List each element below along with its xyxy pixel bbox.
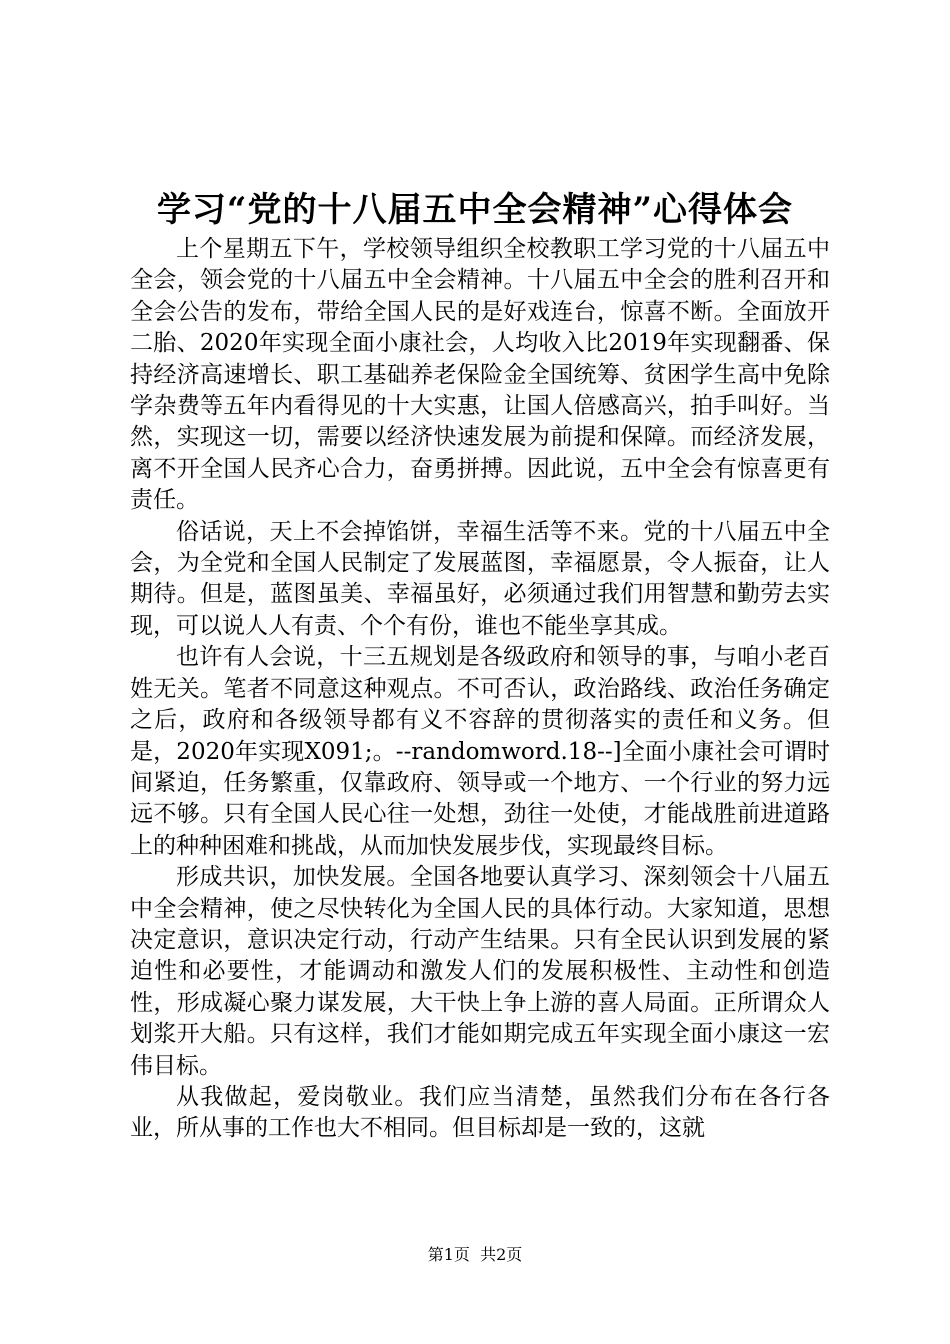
paragraph-5: 从我做起，爱岗敬业。我们应当清楚，虽然我们分布在各行各业，所从事的工作也大不相同。但目标却是一致的，这就 — [130, 1083, 830, 1142]
page-title: 学习“党的十八届五中全会精神”心得体会 — [156, 190, 794, 230]
paragraph-1: 上个星期五下午，学校领导组织全校教职工学习党的十八届五中全会，领会党的十八届五中全会精神。十八届五中全会的胜利召开和全会公告的发布，带给全国人民的是好戏连台，惊喜不断。全面放开二胎、2020年实现全面小康社会，人均收入比2019年实现翻番、保持经济高速增长、职工基础养老保险金全国统筹、贫困学生高中免除学杂费等五年内看得见的十大实惠，让国人倍感高兴，拍手叫好。当然，实现这一切，需要以经济快速发展为前提和保障。而经济发展，离不开全国人民齐心合力，奋勇拼搏。因此说，五中全会有惊喜更有责任。 — [130, 236, 830, 514]
paragraph-2: 俗话说，天上不会掉馅饼，幸福生活等不来。党的十八届五中全会，为全党和全国人民制定了发展蓝图，幸福愿景，令人振奋，让人期待。但是，蓝图虽美、幸福虽好，必须通过我们用智慧和勤劳去实现，可以说人人有责、个个有份，谁也不能坐享其成。 — [130, 518, 830, 639]
document-body — [130, 234, 830, 1145]
page-number-footer: 第1页 共2页 — [427, 1245, 523, 1264]
paragraph-3: 也许有人会说，十三五规划是各级政府和领导的事，与咱小老百姓无关。笔者不同意这种观点。不可否认，政治路线、政治任务确定之后，政府和各级领导都有义不容辞的贯彻落实的责任和义务。但是，2020年实现X091;。--randomword.18--]全面小康社会可谓时间紧迫，任务繁重，仅靠政府、领导或一个地方、一个行业的努力远远不够。只有全国人民心往一处想，劲往一处使，才能战胜前进道路上的种种困难和挑战，从而加快发展步伐，实现最终目标。 — [130, 644, 830, 859]
paragraph-4: 形成共识，加快发展。全国各地要认真学习、深刻领会十八届五中全会精神，使之尽快转化为全国人民的具体行动。大家知道，思想决定意识，意识决定行动，行动产生结果。只有全民认识到发展的紧迫性和必要性，才能调动和激发人们的发展积极性、主动性和创造性，形成凝心聚力谋发展，大干快上争上游的喜人局面。正所谓众人划浆开大船。只有这样，我们才能如期完成五年实现全面小康这一宏伟目标。 — [130, 864, 830, 1079]
